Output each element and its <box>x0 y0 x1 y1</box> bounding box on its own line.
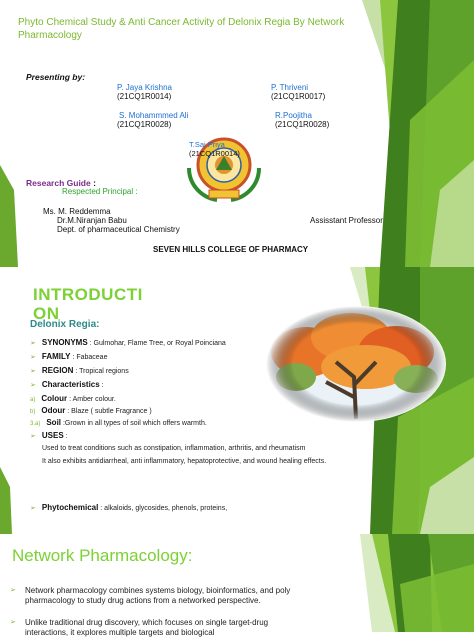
network-bullet <box>10 586 310 606</box>
title-slide <box>0 0 474 267</box>
family-item <box>30 352 107 361</box>
student-name: S. Mohammmed Ali <box>119 111 189 120</box>
bullet-arrow-icon: ➢ <box>10 619 16 626</box>
soil-label: Soil <box>46 418 62 427</box>
region-text: : Tropical regions <box>75 368 129 375</box>
uses-text: : <box>65 433 68 440</box>
network-bullet-text: Network pharmacology combines systems biology, bioinformatics, and poly pharmacology to study drug actions from a networked perspective. <box>25 586 291 605</box>
phytochemical-label: Phytochemical <box>41 503 99 512</box>
bullet-arrow-icon: ➢ <box>30 368 36 375</box>
bullet-arrow-icon: ➢ <box>30 340 36 347</box>
network-pharmacology-heading: Network Pharmacology: <box>12 546 193 565</box>
odour-label: Odour <box>41 406 66 415</box>
uses-label: USES <box>41 431 64 440</box>
soil-item <box>30 418 207 427</box>
characteristics-text: : <box>101 382 104 389</box>
student-id: (21CQ1R0014) <box>117 92 172 101</box>
principal-label: Respected Principal : <box>62 187 138 196</box>
odour-item <box>30 406 152 415</box>
student-id: (21CQ1R0017) <box>271 92 326 101</box>
synonyms-text: : Gulmohar, Flame Tree, or Royal Poinciana <box>89 340 226 347</box>
uses-detail: It also exhibits antidiarrheal, anti inflammatory, hepatoprotective, and wound healing effects. <box>42 458 327 465</box>
colour-label: Colour <box>41 394 68 403</box>
list-marker: a) <box>30 397 36 403</box>
student-name: T.Sai Priya <box>189 140 225 149</box>
characteristics-item <box>30 380 104 389</box>
research-guide-text: Research Guide <box>26 178 91 188</box>
phytochemical-text: : alkaloids, glycosides, phenols, proteins, <box>100 505 228 512</box>
research-guide-colon: : <box>90 178 96 188</box>
delonix-regia-tree-image <box>266 307 446 421</box>
network-pharmacology-slide <box>0 534 474 637</box>
designation: Assisstant Professor <box>310 216 383 225</box>
synonyms-item <box>30 338 226 347</box>
college-name: SEVEN HILLS COLLEGE OF PHARMACY <box>153 245 309 254</box>
colour-text: : Amber colour. <box>69 396 116 403</box>
bullet-arrow-icon: ➢ <box>30 354 36 361</box>
guide-name: Ms. M. Reddemma <box>43 207 111 216</box>
soil-text: :Grown in all types of soil which offers warmth. <box>62 420 207 427</box>
student-id: (21CQ1R0028) <box>275 120 330 129</box>
network-bullet <box>10 618 310 638</box>
presenting-label: Presenting by: <box>26 72 86 82</box>
bullet-arrow-icon: ➢ <box>30 433 36 440</box>
phytochemical-item <box>30 503 227 512</box>
region-label: REGION <box>41 366 74 375</box>
family-label: FAMILY <box>41 352 71 361</box>
region-item <box>30 366 129 375</box>
introduction-heading: INTRODUCTI ON <box>33 285 143 323</box>
list-marker: b) <box>30 409 36 415</box>
family-text: : Fabaceae <box>72 354 108 361</box>
bullet-arrow-icon: ➢ <box>30 505 36 512</box>
student-name: R.Poojitha <box>275 111 312 120</box>
department: Dept. of pharmaceutical Chemistry <box>57 225 180 234</box>
bullet-arrow-icon: ➢ <box>10 587 16 594</box>
list-marker: 3.a) <box>30 421 41 427</box>
uses-detail: Used to treat conditions such as constipation, inflammation, arthritis, and rheumatism <box>42 445 306 452</box>
characteristics-label: Characteristics <box>41 380 100 389</box>
odour-text: : Blaze ( subtle Fragrance ) <box>67 408 152 415</box>
delonix-regia-subheading: Delonix Regia: <box>30 319 100 330</box>
student-id: (21CQ1R0014) <box>189 149 240 158</box>
colour-item <box>30 394 116 403</box>
uses-item <box>30 431 68 440</box>
student-name: P. Jaya Krishna <box>117 83 172 92</box>
student-name: P. Thriveni <box>271 83 309 92</box>
slide-title: Phyto Chemical Study & Anti Cancer Activity of Delonix Regia By Network Pharmacology <box>18 17 345 41</box>
bullet-arrow-icon: ➢ <box>30 382 36 389</box>
principal-name: Dr.M.Niranjan Babu <box>57 216 127 225</box>
introduction-slide <box>0 267 474 534</box>
student-id: (21CQ1R0028) <box>117 120 172 129</box>
network-bullet-text: Unlike traditional drug discovery, which focuses on single target-drug interactions, it explores multiple targets and biological <box>25 618 269 637</box>
synonyms-label: SYNONYMS <box>41 338 88 347</box>
